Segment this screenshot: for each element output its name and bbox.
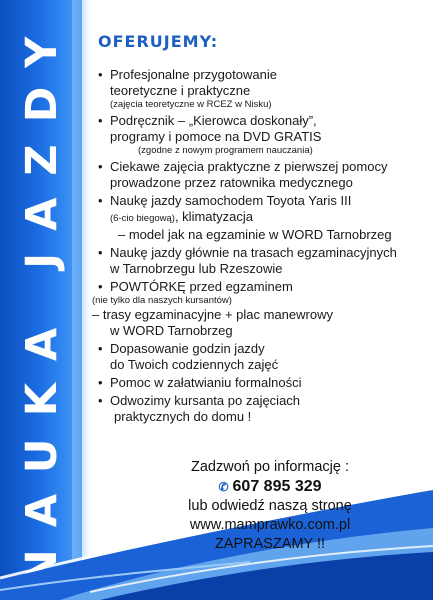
bullet-icon: • [98, 375, 103, 390]
offer-text: , klimatyzacja [174, 209, 253, 224]
offer-text: teoretyczne i praktyczne [110, 83, 251, 98]
offer-item [92, 393, 428, 425]
offer-text: do Twoich codziennych zajęć [110, 357, 279, 372]
offer-text: prowadzone przez ratownika medycznego [110, 175, 353, 190]
offer-note: (zajęcia teoretyczne w RCEZ w Nisku) [110, 99, 272, 110]
phone-number: 607 895 329 [232, 478, 322, 495]
offer-text: Dopasowanie godzin jazdy [110, 341, 265, 356]
offer-text: Naukę jazdy głównie na trasach egzaminacyjnych [110, 245, 397, 260]
website-link[interactable]: www.mamprawko.com.pl [189, 517, 351, 533]
offer-text: Podręcznik – „Kierowca doskonały”, [110, 113, 317, 128]
offer-item [92, 159, 428, 191]
offer-heading: OFERUJEMY: [98, 32, 219, 51]
offer-text: w Tarnobrzegu lub Rzeszowie [110, 261, 283, 276]
bullet-icon: • [98, 393, 103, 408]
bullet-icon: • [98, 341, 103, 356]
offer-list [92, 67, 428, 425]
bullet-icon: • [98, 113, 103, 128]
offer-text: POWTÓRKĘ przed egzaminem [110, 279, 293, 294]
offer-note: (nie tylko dla naszych kursantów) [92, 295, 232, 306]
side-title: NAUKA JAZDY [17, 14, 67, 586]
offer-note: (zgodne z nowym programem nauczania) [138, 145, 313, 156]
offer-item [92, 245, 428, 277]
offer-item [92, 375, 428, 391]
offer-text: Pomoc w załatwianiu formalności [110, 375, 302, 390]
bullet-icon: • [98, 159, 103, 174]
offer-text: – model jak na egzaminie w WORD Tarnobrzeg [118, 227, 392, 242]
offer-text: w WORD Tarnobrzeg [110, 323, 233, 338]
offer-text: Naukę jazdy samochodem Toyota Yaris III [110, 193, 352, 208]
offer-text: praktycznych do domu ! [114, 409, 252, 424]
bullet-icon: • [98, 279, 103, 294]
offer-text: programy i pomoce na DVD GRATIS [110, 129, 322, 144]
offer-text: Odwozimy kursanta po zajęciach [110, 393, 301, 408]
phone-number-line [120, 477, 420, 497]
offer-section [92, 32, 428, 427]
website-prompt: lub odwiedź naszą stronę [188, 498, 352, 514]
contact-block [120, 458, 420, 554]
offer-item [92, 193, 428, 243]
offer-text: Ciekawe zajęcia praktyczne z pierwszej pomocy [110, 159, 388, 174]
offer-text: – trasy egzaminacyjne + plac manewrowy [92, 307, 333, 322]
offer-item [92, 341, 428, 373]
offer-item [92, 279, 428, 339]
offer-item [92, 67, 428, 111]
offer-text: Profesjonalne przygotowanie [110, 67, 277, 82]
bullet-icon: • [98, 245, 103, 260]
phone-icon: ✆ [218, 480, 229, 494]
offer-note: (6-cio biegową) [110, 213, 175, 224]
offer-item [92, 113, 428, 157]
bullet-icon: • [98, 67, 103, 82]
call-prompt: Zadzwoń po informację : [191, 459, 349, 475]
bullet-icon: • [98, 193, 103, 208]
closing-text: ZAPRASZAMY !! [214, 536, 326, 552]
